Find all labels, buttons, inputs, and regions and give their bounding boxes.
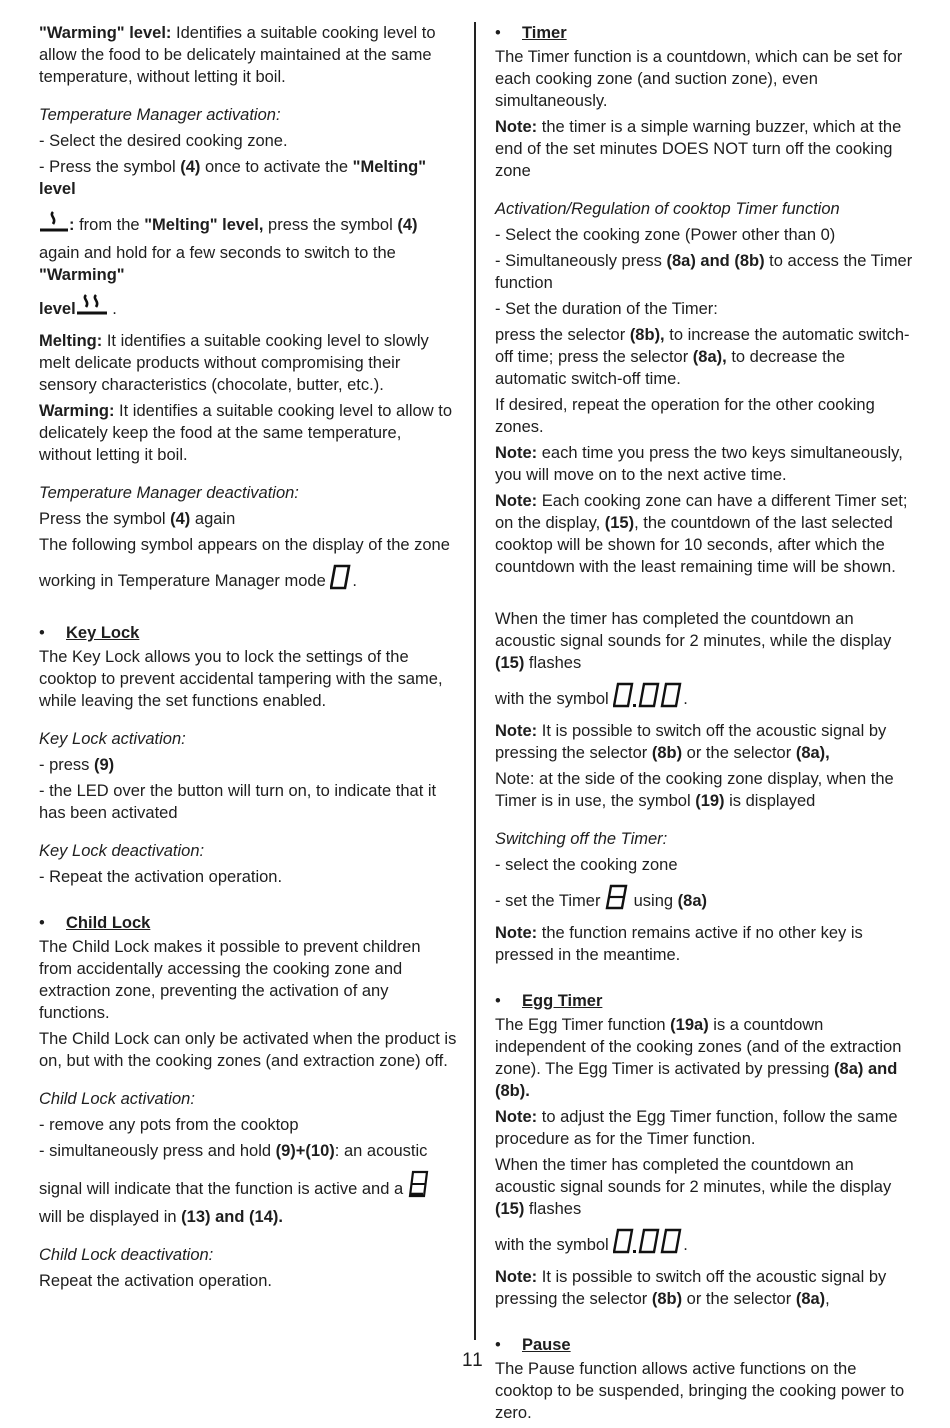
melting-level-icon bbox=[39, 208, 69, 242]
kl-activation-title: Key Lock activation: bbox=[39, 730, 186, 748]
melting-desc: Melting: It identifies a suitable cooking level to slowly melt delicate products without compromising their sensory characteristics (chocolate, butter, etc.). bbox=[39, 332, 429, 394]
timer-act-step-4: press the selector (8b), to increase the automatic switch-off time; press the selector (8a), to decrease the automatic switch-off time. bbox=[495, 326, 910, 388]
tm-deactivation-title: Temperature Manager deactivation: bbox=[39, 484, 299, 502]
tm-activation-title: Temperature Manager activation: bbox=[39, 106, 281, 124]
timer-000-display-icon bbox=[613, 682, 683, 716]
timer-digit-icon bbox=[605, 884, 629, 918]
tm-act-step-1: - Select the desired cooking zone. bbox=[39, 132, 288, 150]
tm-act-step-2: - Press the symbol (4) once to activate the "Melting" level bbox=[39, 158, 427, 198]
timer-act-step-3: - Set the duration of the Timer: bbox=[495, 300, 718, 318]
kl-deactivation-title: Key Lock deactivation: bbox=[39, 842, 205, 860]
cl-act-step-1: - remove any pots from the cooktop bbox=[39, 1116, 299, 1134]
timer-act-step-1: - Select the cooking zone (Power other than 0) bbox=[495, 226, 836, 244]
timer-act-step-5: If desired, repeat the operation for the other cooking zones. bbox=[495, 396, 875, 436]
cl-activation-title: Child Lock activation: bbox=[39, 1090, 195, 1108]
pause-heading: • Pause bbox=[495, 1336, 571, 1354]
timer-off-step-2: - set the Timer using (8a) bbox=[495, 884, 915, 918]
egg-timer-note-8: Note: It is possible to switch off the acoustic signal by pressing the selector (8b) or the selector (8a), bbox=[495, 1268, 887, 1308]
tm-act-step-3: : from the "Melting" level, press the symbol (4) again and hold for a few seconds to switch to the "Warming" bbox=[39, 208, 457, 286]
timer-note-2: Note: each time you press the two keys simultaneously, you will move on to the next active time. bbox=[495, 444, 903, 484]
timer-note-3: Note: Each cooking zone can have a different Timer set; on the display, (15), the countdown of the last selected cooktop will be shown for 10 seconds, after which the countdown with the least remaining time will be shown. bbox=[495, 492, 908, 576]
timer-act-step-2: - Simultaneously press (8a) and (8b) to access the Timer function bbox=[495, 252, 913, 292]
timer-activation-title: Activation/Regulation of cooktop Timer function bbox=[495, 200, 840, 218]
left-column bbox=[39, 22, 457, 1296]
cl-deact-step-1: Repeat the activation operation. bbox=[39, 1272, 272, 1290]
kl-deact-step-1: - Repeat the activation operation. bbox=[39, 868, 283, 886]
timer-desc: The Timer function is a countdown, which can be set for each cooking zone (and suction zone), even simultaneously. bbox=[495, 48, 903, 110]
childlock-desc-1: The Child Lock makes it possible to prevent children from accidentally accessing the cooking zone and extraction zone, preventing the activation of any functions. bbox=[39, 938, 421, 1022]
kl-act-step-1: - press (9) bbox=[39, 756, 115, 774]
column-divider bbox=[474, 22, 476, 1340]
right-column bbox=[495, 22, 915, 1428]
zone-display-digit-icon bbox=[330, 564, 352, 598]
keylock-desc: The Key Lock allows you to lock the settings of the cooktop to prevent accidental tampering with the same, while leaving the set functions enabled. bbox=[39, 648, 443, 710]
tm-act-step-4: level . bbox=[39, 292, 457, 326]
cl-deactivation-title: Child Lock deactivation: bbox=[39, 1246, 214, 1264]
timer-done-1: When the timer has completed the countdown an acoustic signal sounds for 2 minutes, while the display (15) flashes bbox=[495, 610, 892, 672]
timer-heading: • Timer bbox=[495, 24, 567, 42]
cl-act-step-2: - simultaneously press and hold (9)+(10): an acoustic bbox=[39, 1142, 428, 1160]
pause-desc: The Pause function allows active functions on the cooktop to be suspended, bringing the cooking power to zero. bbox=[495, 1360, 905, 1422]
timer-000-display-icon bbox=[613, 1228, 683, 1262]
egg-timer-done-2: with the symbol . bbox=[495, 1228, 915, 1262]
tm-deact-step-1: Press the symbol (4) again bbox=[39, 510, 236, 528]
tm-deact-step-3: working in Temperature Manager mode . bbox=[39, 564, 457, 598]
egg-timer-done-1: When the timer has completed the countdown an acoustic signal sounds for 2 minutes, while the display (15) flashes bbox=[495, 1156, 892, 1218]
keylock-heading: • Key Lock bbox=[39, 624, 140, 642]
timer-note-4: Note: It is possible to switch off the acoustic signal by pressing the selector (8b) or the selector (8a), bbox=[495, 722, 887, 762]
warming-desc: Warming: It identifies a suitable cooking level to allow to delicately keep the food at the same temperature, without letting it boil. bbox=[39, 402, 452, 464]
timer-done-2: with the symbol . bbox=[495, 682, 915, 716]
kl-act-step-2: - the LED over the button will turn on, to indicate that it has been activated bbox=[39, 782, 437, 822]
timer-note-6: Note: the function remains active if no other key is pressed in the meantime. bbox=[495, 924, 863, 964]
tm-deact-step-2: The following symbol appears on the display of the zone bbox=[39, 536, 450, 554]
warming-intro: "Warming" level: Identifies a suitable cooking level to allow the food to be delicately maintained at the same temperature, without letting it boil. bbox=[39, 24, 436, 86]
childlock-heading: • Child Lock bbox=[39, 914, 151, 932]
egg-timer-heading: • Egg Timer bbox=[495, 992, 603, 1010]
egg-timer-desc: The Egg Timer function (19a) is a countdown independent of the cooking zones (and of the extraction zone). The Egg Timer is activated by pressing (8a) and (8b). bbox=[495, 1016, 902, 1100]
page-number: 11 bbox=[462, 1350, 484, 1371]
timer-note-5: Note: at the side of the cooking zone display, when the Timer is in use, the symbol (19) is displayed bbox=[495, 770, 894, 810]
cl-act-step-3: signal will indicate that the function is active and a will be displayed in (13) and (14). bbox=[39, 1170, 457, 1228]
childlock-desc-2: The Child Lock can only be activated when the product is on, but with the cooking zones (and extraction zone) off. bbox=[39, 1030, 457, 1070]
timer-off-title: Switching off the Timer: bbox=[495, 830, 668, 848]
warming-level-icon bbox=[76, 292, 108, 326]
timer-note-1: Note: the timer is a simple warning buzzer, which at the end of the set minutes DOES NOT turn off the cooking zone bbox=[495, 118, 902, 180]
timer-off-step-1: - select the cooking zone bbox=[495, 856, 678, 874]
egg-timer-note-7: Note: to adjust the Egg Timer function, follow the same procedure as for the Timer function. bbox=[495, 1108, 898, 1148]
child-lock-digit-icon bbox=[408, 1170, 430, 1206]
